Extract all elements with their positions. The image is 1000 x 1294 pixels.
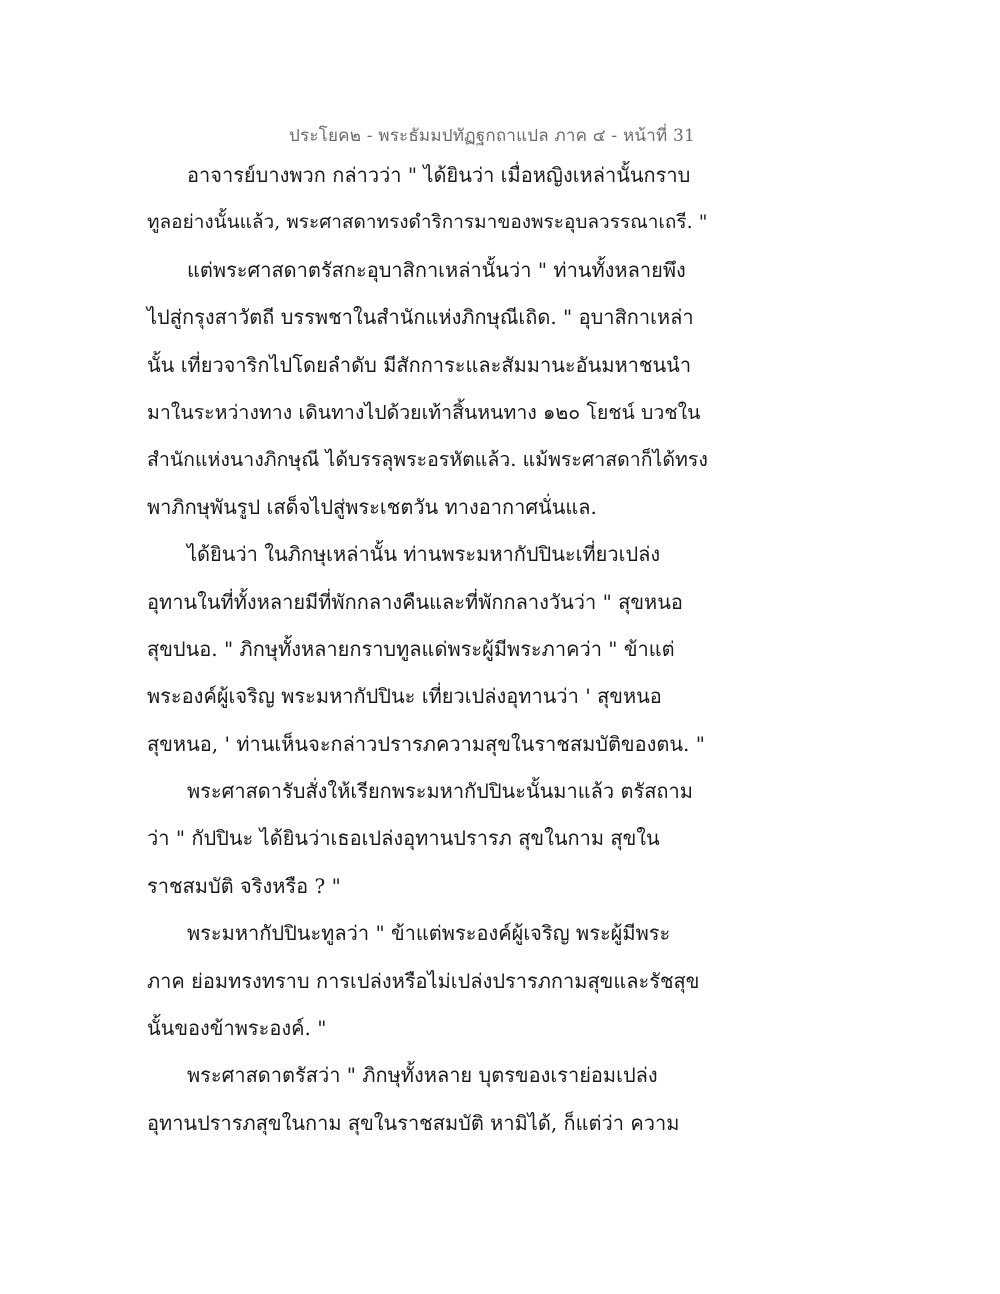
text-line: นั้น เที่ยวจาริกไปโดยลำดับ มีสักการะและสัมมานะอันมหาชนนำ	[147, 352, 692, 377]
text-line: สำนักแห่งนางภิกษุณี ได้บรรลุพระอรหัตแล้ว. แม้พระศาสดาก็ได้ทรง	[147, 448, 708, 472]
text-line: ทูลอย่างนั้นแล้ว, พระศาสดาทรงดำริการมาของพระอุบลวรรณาเถรี. "	[147, 211, 708, 234]
text-line: อาจารย์บางพวก กล่าวว่า " ได้ยินว่า เมื่อหญิงเหล่านั้นกราบ	[187, 163, 691, 187]
text-line: ว่า " กัปปินะ ได้ยินว่าเธอเปล่งอุทานปรารภ สุขในกาม สุขใน	[147, 826, 660, 851]
body-text	[147, 152, 707, 1147]
text-line: พาภิกษุพันรูป เสด็จไปสู่พระเชตวัน ทางอากาศนั่นแล.	[147, 494, 597, 519]
text-line: ราชสมบัติ จริงหรือ ? "	[147, 873, 341, 898]
text-line: สุขหนอ, ' ท่านเห็นจะกล่าวปรารภความสุขในราชสมบัติของตน. "	[147, 731, 705, 756]
text-line: มาในระหว่างทาง เดินทางไปด้วยเท้าสิ้นหนทาง ๑๒๐ โยชน์ บวชใน	[147, 400, 701, 424]
text-line: อุทานปรารภสุขในกาม สุขในราชสมบัติ หามิได้, ก็แต่ว่า ความ	[147, 1110, 680, 1135]
text-line: พระศาสดารับสั่งให้เรียกพระมหากัปปินะนั้นมาแล้ว ตรัสถาม	[187, 779, 693, 804]
text-line: พระมหากัปปินะทูลว่า " ข้าแต่พระองค์ผู้เจริญ พระผู้มีพระ	[187, 921, 671, 946]
text-line: ได้ยินว่า ในภิกษุเหล่านั้น ท่านพระมหากัปปินะเที่ยวเปล่ง	[187, 542, 661, 567]
text-line: ไปสู่กรุงสาวัตถี บรรพชาในสำนักแห่งภิกษุณีเถิด. " อุบาสิกาเหล่า	[147, 305, 694, 330]
text-line: สุขปนอ. " ภิกษุทั้งหลายกราบทูลแด่พระผู้มีพระภาคว่า " ข้าแต่	[147, 636, 675, 661]
text-line: ภาค ย่อมทรงทราบ การเปล่งหรือไม่เปล่งปรารภกามสุขและรัชสุข	[147, 968, 700, 993]
text-line: พระศาสดาตรัสว่า " ภิกษุทั้งหลาย บุตรของเราย่อมเปล่ง	[187, 1063, 658, 1088]
text-line: อุทานในที่ทั้งหลายมีที่พักกลางคืนและที่พักกลางวันว่า " สุขหนอ	[147, 589, 683, 614]
text-line: แต่พระศาสดาตรัสกะอุบาสิกาเหล่านั้นว่า " ท่านทั้งหลายพึง	[187, 257, 686, 282]
text-line: นั้นของข้าพระองค์. "	[147, 1016, 327, 1041]
running-header: ประโยค๒ - พระธัมมปทัฏฐกถาแปล ภาค ๔ - หน้าที่ 31	[289, 126, 695, 146]
text-line: พระองค์ผู้เจริญ พระมหากัปปินะ เที่ยวเปล่งอุทานว่า ' สุขหนอ	[147, 684, 662, 709]
